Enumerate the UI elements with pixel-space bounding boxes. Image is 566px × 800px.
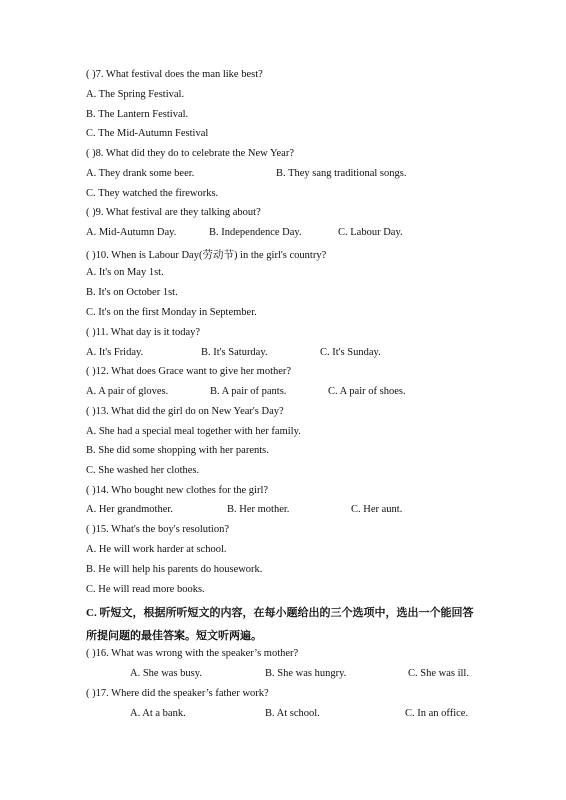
q17-option-a: A. At a bank. <box>130 708 186 719</box>
q10-option-a: A. It's on May 1st. <box>86 267 164 278</box>
q17-option-b: B. At school. <box>265 708 320 719</box>
q11-option-b: B. It's Saturday. <box>201 347 268 358</box>
q7-option-c: C. The Mid-Autumn Festival <box>86 128 209 139</box>
q17-option-c: C. In an office. <box>405 708 469 719</box>
q13-option-a: A. She had a special meal together with her family. <box>86 426 301 437</box>
question-10: ( )10. When is Labour Day(劳动节) in the girl's country? <box>86 250 327 261</box>
question-9: ( )9. What festival are they talking about? <box>86 207 261 218</box>
question-11: ( )11. What day is it today? <box>86 327 201 338</box>
q12-option-a: A. A pair of gloves. <box>86 386 169 397</box>
q13-option-c: C. She washed her clothes. <box>86 465 200 476</box>
q9-option-a: A. Mid-Autumn Day. <box>86 227 177 238</box>
q11-option-c: C. It's Sunday. <box>320 347 381 358</box>
q14-option-c: C. Her aunt. <box>351 504 403 515</box>
q8-option-a: A. They drank some beer. <box>86 168 195 179</box>
q8-option-c: C. They watched the fireworks. <box>86 188 219 199</box>
q9-option-b: B. Independence Day. <box>209 227 302 238</box>
q15-option-a: A. He will work harder at school. <box>86 544 227 555</box>
q10-option-b: B. It's on October 1st. <box>86 287 178 298</box>
q14-option-b: B. Her mother. <box>227 504 290 515</box>
question-12: ( )12. What does Grace want to give her mother? <box>86 366 292 377</box>
q12-option-b: B. A pair of pants. <box>210 386 287 397</box>
question-14: ( )14. Who bought new clothes for the girl? <box>86 485 269 496</box>
section-c-instructions-cont: 所提问题的最佳答案。短文听两遍。 <box>86 630 262 642</box>
q12-option-c: C. A pair of shoes. <box>328 386 406 397</box>
q13-option-b: B. She did some shopping with her parents. <box>86 445 269 456</box>
q14-option-a: A. Her grandmother. <box>86 504 173 515</box>
q9-option-c: C. Labour Day. <box>338 227 403 238</box>
q11-option-a: A. It's Friday. <box>86 347 144 358</box>
question-17: ( )17. Where did the speaker’s father work? <box>86 688 269 699</box>
question-16: ( )16. What was wrong with the speaker’s mother? <box>86 648 299 659</box>
q7-option-a: A. The Spring Festival. <box>86 89 185 100</box>
q7-option-b: B. The Lantern Festival. <box>86 109 189 120</box>
question-15: ( )15. What's the boy's resolution? <box>86 524 229 535</box>
section-c-instructions: C. 听短文，根据所听短文的内容，在每小题给出的三个选项中，选出一个能回答 <box>86 607 474 619</box>
q15-option-c: C. He will read more books. <box>86 584 205 595</box>
q15-option-b: B. He will help his parents do housework. <box>86 564 263 575</box>
question-8: ( )8. What did they do to celebrate the New Year? <box>86 148 294 159</box>
q16-option-a: A. She was busy. <box>130 668 202 679</box>
question-7: ( )7. What festival does the man like best? <box>86 69 263 80</box>
question-13: ( )13. What did the girl do on New Year's Day? <box>86 406 284 417</box>
q8-option-b: B. They sang traditional songs. <box>276 168 407 179</box>
q16-option-b: B. She was hungry. <box>265 668 347 679</box>
q10-option-c: C. It's on the first Monday in September. <box>86 307 257 318</box>
q16-option-c: C. She was ill. <box>408 668 469 679</box>
